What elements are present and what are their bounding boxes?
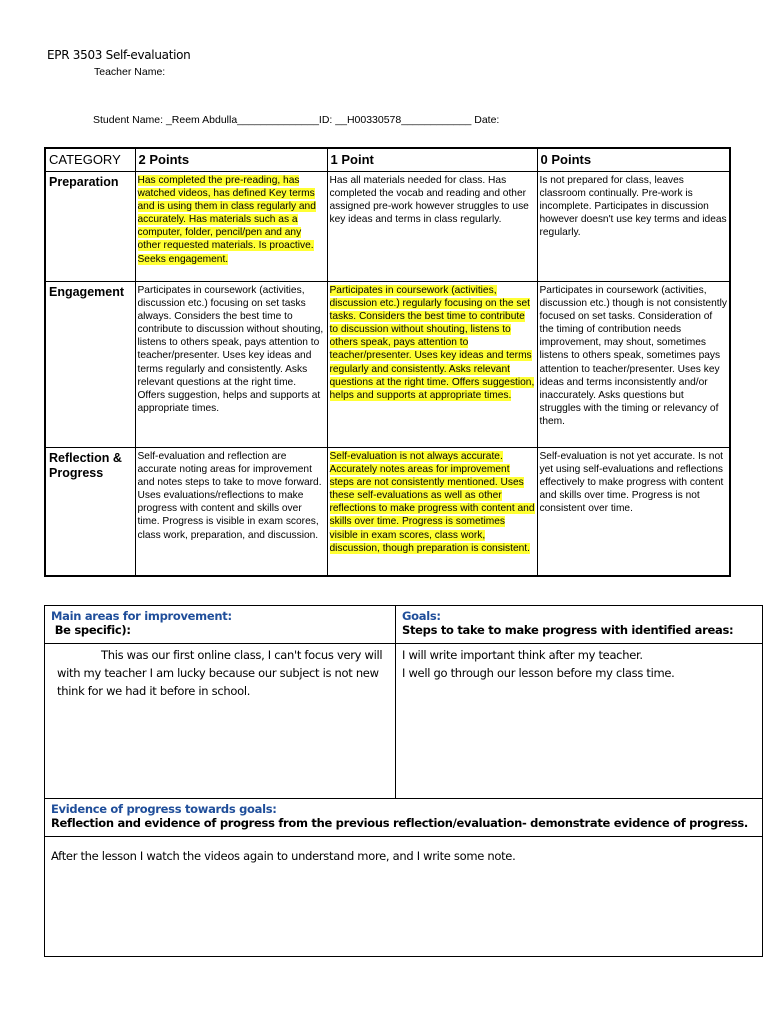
category-label: Reflection & Progress (45, 448, 135, 576)
cell-1-point (327, 448, 537, 576)
goal-line-2: I well go through our lesson before my class time. (402, 666, 675, 680)
improvement-text-cell (45, 644, 396, 799)
rubric-row-engagement (45, 282, 730, 448)
goals-content-row (45, 644, 763, 799)
goals-subtitle: Steps to take to make progress with identified areas: (402, 623, 734, 637)
header-category: CATEGORY (45, 148, 135, 172)
cell-0-points: Participates in coursework (activities, discussion etc.) though is not consistently focused on set tasks. Consideration of the timing of contribution needs improvement, may shout, sometimes listens to others speak, sometimes pays attention to teacher/presenter. Uses key ideas and terms inconsistently and/or inaccurately. Asks questions but struggles with the timing or relevancy of them. (537, 282, 730, 448)
cell-0-points: Self-evaluation is not yet accurate. Is not yet using self-evaluations and reflections effectively to make progress with content and skills over time. Progress is not consistent over time. (537, 448, 730, 576)
header-1-point: 1 Point (327, 148, 537, 172)
evidence-header-row (45, 799, 763, 837)
goals-header (396, 606, 763, 644)
cell-1-point: Has all materials needed for class. Has completed the vocab and reading and other assigned pre-work however struggles to use key ideas and terms in class regularly. (327, 172, 537, 282)
header-0-points: 0 Points (537, 148, 730, 172)
rubric-row-preparation (45, 172, 730, 282)
goals-header-row (45, 606, 763, 644)
evidence-header (45, 799, 763, 837)
improvement-header (45, 606, 396, 644)
evidence-content-row (45, 837, 763, 957)
cell-0-points: Is not prepared for class, leaves classroom continually. Pre-work is incomplete. Participates in discussion however doesn't use key terms and ideas regularly. (537, 172, 730, 282)
evidence-text-cell (45, 837, 763, 957)
goals-table (44, 605, 763, 957)
cell-2-points (135, 172, 327, 282)
improvement-title: Main areas for improvement: (51, 609, 232, 623)
cell-2-points: Self-evaluation and reflection are accurate noting areas for improvement and notes steps to take to move forward. Uses evaluations/reflections to make progress with content and skills over time. Progress is visible in exam scores, class work, preparation, and discussion. (135, 448, 327, 576)
evidence-title: Evidence of progress towards goals: (51, 802, 277, 816)
cell-1-point (327, 282, 537, 448)
student-info-line: Student Name: _Reem Abdulla______________ID: __H00330578____________ Date: (93, 114, 500, 126)
improvement-subtitle: Be specific): (51, 623, 131, 637)
improvement-text: This was our first online class, I can't focus very will with my teacher I am lucky because our subject is not new think for we had it before in school. (57, 648, 383, 698)
rubric-row-reflection (45, 448, 730, 576)
cell-2-points: Participates in coursework (activities, discussion etc.) focusing on set tasks always. Considers the best time to contribute to discussion without shouting, listens to others speak, pays attention to teacher/presenter. Uses key ideas and terms regularly and consistently. Asks relevant questions at the right time. Offers suggestion, helps and supports at appropriate times. (135, 282, 327, 448)
rubric-table (44, 147, 731, 577)
teacher-name-line: Teacher Name: (94, 66, 166, 78)
goal-line-1: I will write important think after my teacher. (402, 648, 643, 662)
evidence-text: After the lesson I watch the videos again to understand more, and I write some note. (51, 849, 516, 863)
category-label: Preparation (45, 172, 135, 282)
document-title: EPR 3503 Self-evaluation (47, 48, 191, 62)
highlighted-text: Participates in coursework (activities, discussion etc.) regularly focusing on the set tasks. Considers the best time to contribute to discussion without shouting, listens to others speak, pays attention to teacher/presenter. Uses key ideas and terms regularly and consistently. Asks relevant questions at the right time. Offers suggestion, helps and supports at appropriate times. (329, 285, 535, 401)
goals-title: Goals: (402, 609, 441, 623)
header-2-points: 2 Points (135, 148, 327, 172)
evidence-subtitle: Reflection and evidence of progress from the previous reflection/evaluation- demonstrate evidence of progress. (51, 816, 748, 830)
rubric-header-row (45, 148, 730, 172)
highlighted-text: Self-evaluation is not always accurate. Accurately notes areas for improvement steps are not consistently mentioned. Uses these self-evaluations as well as other reflections to make progress with content and skills over time. Progress is sometimes visible in exam scores, class work, discussion, though preparation is consistent. (329, 451, 535, 554)
category-label: Engagement (45, 282, 135, 448)
goals-text-cell (396, 644, 763, 799)
highlighted-text: Has completed the pre-reading, has watched videos, has defined Key terms and is using them in class regularly and accurately. Has materials such as a computer, folder, pencil/pen and any other requested materials. Is proactive. Seeks engagement. (137, 175, 316, 265)
